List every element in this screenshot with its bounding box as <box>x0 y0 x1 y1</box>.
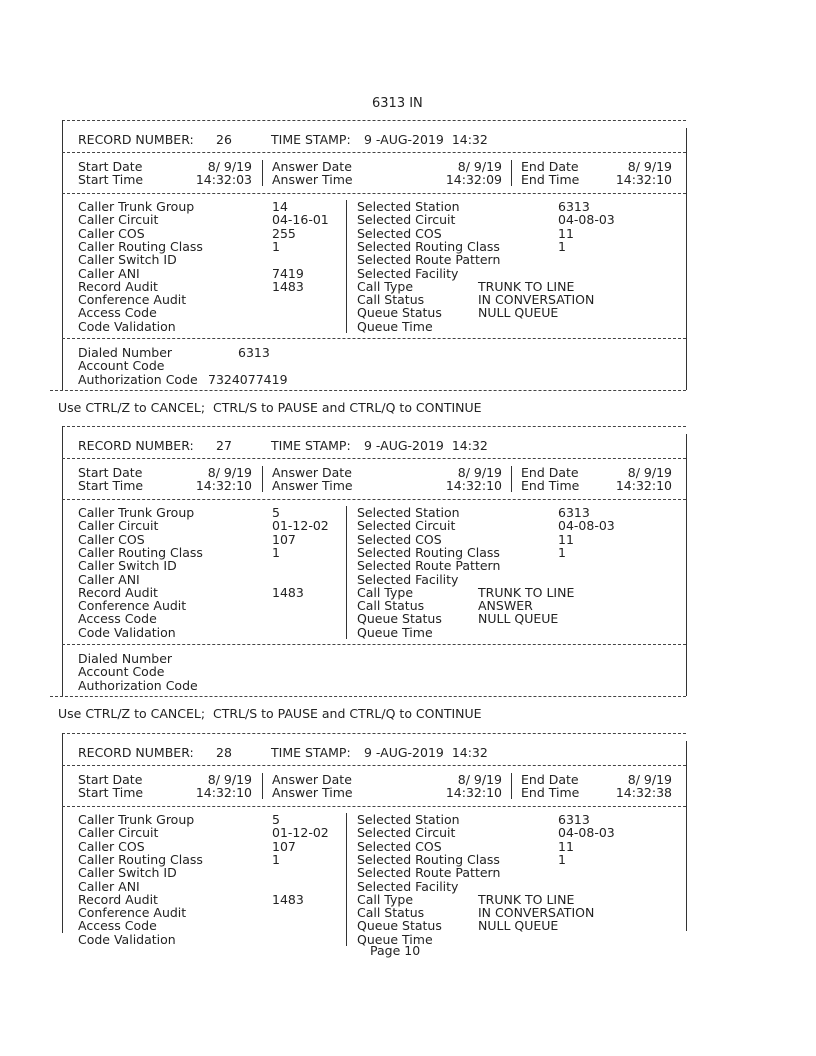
record-number-label: RECORD NUMBER: <box>78 438 194 453</box>
detail-divider <box>346 506 347 639</box>
left-field-label: Caller Switch ID <box>78 558 177 574</box>
left-field-label: Caller Circuit <box>78 825 159 841</box>
date-divider-1 <box>262 773 263 799</box>
record-number-label: RECORD NUMBER: <box>78 132 194 147</box>
record-left-border <box>62 426 63 696</box>
end-date-label: End Date <box>521 159 579 174</box>
time-stamp-label: TIME STAMP: <box>271 132 351 147</box>
answer-time: 14:32:10 <box>445 478 502 493</box>
detail-rule <box>62 338 686 339</box>
right-field-label: Call Type <box>357 278 414 294</box>
answer-time-label: Answer Time <box>272 478 353 493</box>
dates-rule <box>62 193 686 194</box>
left-field-value: 255 <box>272 225 296 241</box>
left-field-value: 107 <box>272 838 296 854</box>
left-field-label: Caller Circuit <box>78 518 159 534</box>
left-field-label: Record Audit <box>78 584 158 600</box>
left-field-label: Caller Routing Class <box>78 851 203 867</box>
right-field-value: 1 <box>558 544 566 560</box>
date-divider-2 <box>511 773 512 799</box>
end-date: 8/ 9/19 <box>627 465 672 480</box>
right-field-label: Selected Facility <box>357 571 459 587</box>
start-date-label: Start Date <box>78 465 143 480</box>
right-field-label: Queue Status <box>357 918 442 934</box>
right-field-value: 11 <box>558 531 574 547</box>
left-field-value: 5 <box>272 505 280 520</box>
end-time: 14:32:38 <box>615 785 672 800</box>
left-field-value: 01-12-02 <box>272 518 329 534</box>
record-number-label: RECORD NUMBER: <box>78 745 194 760</box>
answer-time: 14:32:10 <box>445 785 502 800</box>
dial-field-label: Authorization Code <box>78 371 198 387</box>
left-field-value: 01-12-02 <box>272 825 329 841</box>
date-divider-1 <box>262 160 263 186</box>
control-instruction: Use CTRL/Z to CANCEL; CTRL/S to PAUSE and CTRL/Q to CONTINUE <box>58 400 482 415</box>
dial-field-label: Dialed Number <box>78 651 173 666</box>
record-bottom-rule <box>50 696 686 697</box>
header-rule <box>62 152 686 153</box>
detail-divider <box>346 813 347 946</box>
right-field-label: Call Status <box>357 905 425 921</box>
answer-time: 14:32:09 <box>445 172 502 187</box>
left-field-label: Access Code <box>78 918 157 934</box>
record-bottom-rule <box>50 390 686 391</box>
record-right-border <box>686 128 687 390</box>
right-field-label: Call Type <box>357 891 414 907</box>
start-time: 14:32:10 <box>195 785 252 800</box>
right-field-value: IN CONVERSATION <box>478 905 595 921</box>
left-field-label: Code Validation <box>78 318 176 334</box>
answer-date-label: Answer Date <box>272 465 352 480</box>
left-field-value: 107 <box>272 531 296 547</box>
start-time: 14:32:10 <box>195 478 252 493</box>
left-field-label: Conference Audit <box>78 905 187 921</box>
left-field-label: Caller ANI <box>78 571 140 587</box>
right-field-label: Selected Route Pattern <box>357 865 501 881</box>
date-divider-2 <box>511 466 512 492</box>
right-field-value: TRUNK TO LINE <box>478 278 575 294</box>
left-field-label: Caller COS <box>78 225 145 241</box>
right-field-value: 6313 <box>558 812 590 827</box>
end-date: 8/ 9/19 <box>627 772 672 787</box>
right-field-label: Selected Circuit <box>357 825 456 841</box>
dial-field-value: 6313 <box>238 345 270 360</box>
right-field-label: Selected COS <box>357 531 442 547</box>
right-field-label: Selected Routing Class <box>357 851 500 867</box>
left-field-label: Record Audit <box>78 891 158 907</box>
record-number: 27 <box>216 438 232 453</box>
start-time-label: Start Time <box>78 478 144 493</box>
date-divider-2 <box>511 160 512 186</box>
left-field-label: Caller Trunk Group <box>78 812 195 827</box>
end-date-label: End Date <box>521 772 579 787</box>
answer-date: 8/ 9/19 <box>457 772 502 787</box>
right-field-label: Selected Station <box>357 812 460 827</box>
left-field-label: Conference Audit <box>78 292 187 308</box>
right-field-value: 04-08-03 <box>558 825 615 841</box>
right-field-value: IN CONVERSATION <box>478 292 595 308</box>
time-stamp-label: TIME STAMP: <box>271 745 351 760</box>
start-date: 8/ 9/19 <box>207 159 252 174</box>
left-field-label: Code Validation <box>78 931 176 947</box>
record-number: 28 <box>216 745 232 760</box>
record-right-border <box>686 434 687 696</box>
right-field-label: Queue Time <box>357 318 433 334</box>
left-field-value: 7419 <box>272 265 304 281</box>
left-field-value: 5 <box>272 812 280 827</box>
left-field-value: 14 <box>272 199 288 214</box>
right-field-value: TRUNK TO LINE <box>478 584 575 600</box>
left-field-label: Access Code <box>78 611 157 627</box>
time-stamp: 9 -AUG-2019 14:32 <box>364 438 488 453</box>
dates-rule <box>62 499 686 500</box>
start-date: 8/ 9/19 <box>207 465 252 480</box>
right-field-label: Selected COS <box>357 838 442 854</box>
left-field-label: Access Code <box>78 305 157 321</box>
answer-date: 8/ 9/19 <box>457 465 502 480</box>
right-field-label: Selected Facility <box>357 265 459 281</box>
right-field-label: Queue Time <box>357 931 433 947</box>
end-date-label: End Date <box>521 465 579 480</box>
right-field-label: Selected Circuit <box>357 518 456 534</box>
control-instruction: Use CTRL/Z to CANCEL; CTRL/S to PAUSE and CTRL/Q to CONTINUE <box>58 706 482 721</box>
left-field-value: 04-16-01 <box>272 212 329 228</box>
right-field-value: 1 <box>558 851 566 867</box>
dial-field-label: Dialed Number <box>78 345 173 360</box>
left-field-label: Code Validation <box>78 624 176 640</box>
right-field-label: Call Status <box>357 598 425 614</box>
left-field-label: Caller Switch ID <box>78 252 177 268</box>
date-divider-1 <box>262 466 263 492</box>
right-field-value: NULL QUEUE <box>478 918 559 934</box>
record-left-border <box>62 120 63 390</box>
right-field-value: NULL QUEUE <box>478 305 559 321</box>
page-header: 6313 IN <box>372 96 423 111</box>
left-field-label: Caller COS <box>78 838 145 854</box>
right-field-value: 04-08-03 <box>558 518 615 534</box>
right-field-value: 04-08-03 <box>558 212 615 228</box>
time-stamp: 9 -AUG-2019 14:32 <box>364 132 488 147</box>
right-field-label: Selected Circuit <box>357 212 456 228</box>
left-field-value: 1483 <box>272 891 304 907</box>
right-field-value: 11 <box>558 838 574 854</box>
start-date-label: Start Date <box>78 159 143 174</box>
right-field-value: 1 <box>558 238 566 254</box>
record-number: 26 <box>216 132 232 147</box>
left-field-value: 1483 <box>272 278 304 294</box>
record-right-border <box>686 741 687 931</box>
left-field-value: 1 <box>272 851 280 867</box>
right-field-value: TRUNK TO LINE <box>478 891 575 907</box>
answer-time-label: Answer Time <box>272 172 353 187</box>
left-field-label: Caller ANI <box>78 265 140 281</box>
right-field-value: NULL QUEUE <box>478 611 559 627</box>
left-field-label: Caller Routing Class <box>78 238 203 254</box>
right-field-label: Call Status <box>357 292 425 308</box>
right-field-label: Queue Status <box>357 611 442 627</box>
start-time-label: Start Time <box>78 785 144 800</box>
header-rule <box>62 458 686 459</box>
right-field-label: Selected Routing Class <box>357 544 500 560</box>
start-time: 14:32:03 <box>195 172 252 187</box>
right-field-label: Selected Station <box>357 505 460 520</box>
start-date: 8/ 9/19 <box>207 772 252 787</box>
right-field-label: Selected COS <box>357 225 442 241</box>
left-field-value: 1 <box>272 238 280 254</box>
end-time: 14:32:10 <box>615 172 672 187</box>
dial-field-label: Account Code <box>78 664 165 680</box>
answer-date-label: Answer Date <box>272 772 352 787</box>
right-field-value: 6313 <box>558 199 590 214</box>
left-field-value: 1 <box>272 544 280 560</box>
start-time-label: Start Time <box>78 172 144 187</box>
end-time-label: End Time <box>521 478 580 493</box>
record-top-rule <box>62 733 686 734</box>
record-left-border <box>62 733 63 933</box>
left-field-label: Caller Switch ID <box>78 865 177 881</box>
left-field-label: Caller Routing Class <box>78 544 203 560</box>
left-field-value: 1483 <box>272 584 304 600</box>
dial-field-label: Account Code <box>78 358 165 374</box>
right-field-label: Selected Routing Class <box>357 238 500 254</box>
header-rule <box>62 765 686 766</box>
record-top-rule <box>62 426 686 427</box>
right-field-label: Selected Route Pattern <box>357 252 501 268</box>
right-field-label: Queue Status <box>357 305 442 321</box>
answer-time-label: Answer Time <box>272 785 353 800</box>
end-time-label: End Time <box>521 785 580 800</box>
left-field-label: Caller Trunk Group <box>78 199 195 214</box>
end-date: 8/ 9/19 <box>627 159 672 174</box>
time-stamp-label: TIME STAMP: <box>271 438 351 453</box>
detail-divider <box>346 200 347 333</box>
time-stamp: 9 -AUG-2019 14:32 <box>364 745 488 760</box>
left-field-label: Caller Trunk Group <box>78 505 195 520</box>
detail-rule <box>62 644 686 645</box>
answer-date-label: Answer Date <box>272 159 352 174</box>
right-field-value: ANSWER <box>478 598 533 614</box>
right-field-label: Selected Route Pattern <box>357 558 501 574</box>
right-field-label: Selected Facility <box>357 878 459 894</box>
right-field-label: Call Type <box>357 584 414 600</box>
right-field-label: Queue Time <box>357 624 433 640</box>
left-field-label: Caller COS <box>78 531 145 547</box>
answer-date: 8/ 9/19 <box>457 159 502 174</box>
left-field-label: Conference Audit <box>78 598 187 614</box>
dial-field-label: Authorization Code <box>78 677 198 693</box>
right-field-value: 6313 <box>558 505 590 520</box>
end-time-label: End Time <box>521 172 580 187</box>
left-field-label: Record Audit <box>78 278 158 294</box>
left-field-label: Caller Circuit <box>78 212 159 228</box>
end-time: 14:32:10 <box>615 478 672 493</box>
dates-rule <box>62 806 686 807</box>
right-field-value: 11 <box>558 225 574 241</box>
start-date-label: Start Date <box>78 772 143 787</box>
left-field-label: Caller ANI <box>78 878 140 894</box>
page-footer: Page 10 <box>370 943 421 958</box>
record-top-rule <box>62 120 686 121</box>
dial-field-value: 7324077419 <box>208 371 288 387</box>
right-field-label: Selected Station <box>357 199 460 214</box>
